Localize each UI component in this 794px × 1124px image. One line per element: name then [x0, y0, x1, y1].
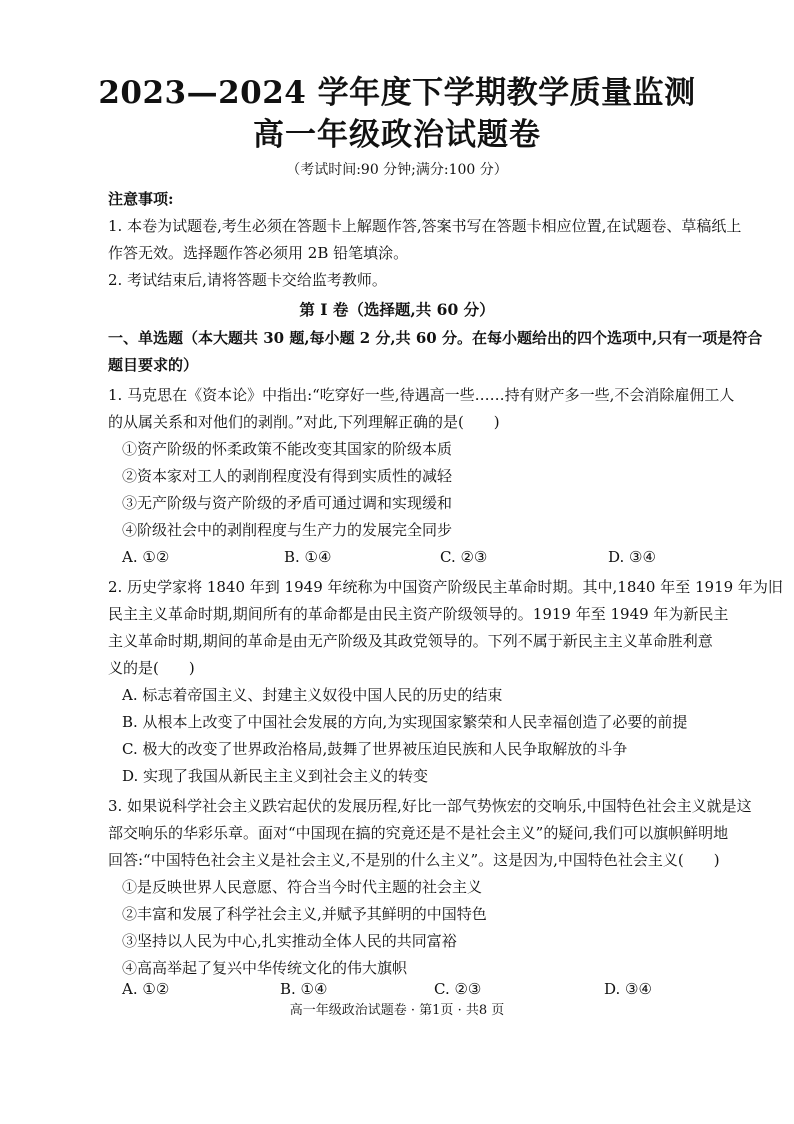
question-2-choice-b: B. 从根本上改变了中国社会发展的方向,为实现国家繁荣和人民幸福创造了必要的前提 — [122, 713, 688, 731]
question-2-choice-a: A. 标志着帝国主义、封建主义奴役中国人民的历史的结束 — [122, 686, 503, 704]
question-3-line1: 3. 如果说科学社会主义跌宕起伏的发展历程,好比一部气势恢宏的交响乐,中国特色社会主义就是这 — [108, 797, 752, 815]
question-1-option-c: C. ②③ — [440, 548, 488, 566]
question-2-choice-c: C. 极大的改变了世界政治格局,鼓舞了世界被压迫民族和人民争取解放的斗争 — [122, 740, 628, 758]
exam-title-line1: 2023—2024 学年度下学期教学质量监测 — [98, 75, 696, 111]
question-1-statement-4: ④阶级社会中的剥削程度与生产力的发展完全同步 — [122, 521, 453, 539]
question-2-line3: 主义革命时期,期间的革命是由无产阶级及其政党领导的。下列不属于新民主主义革命胜利意 — [108, 632, 713, 650]
exam-title-line2: 高一年级政治试题卷 — [253, 117, 541, 153]
question-1-line1: 1. 马克思在《资本论》中指出:“吃穿好一些,待遇高一些……持有财产多一些,不会消除雇佣工人 — [108, 386, 735, 404]
question-3-statement-4: ④高高举起了复兴中华传统文化的伟大旗帜 — [122, 959, 408, 977]
exam-time-score: （考试时间:90 分钟;满分:100 分） — [286, 162, 508, 178]
section-title: 第 I 卷（选择题,共 60 分） — [299, 300, 495, 319]
question-3-statement-2: ②丰富和发展了科学社会主义,并赋予其鲜明的中国特色 — [122, 905, 487, 923]
question-3-options — [122, 978, 762, 1000]
notes-item1-line2: 作答无效。选择题作答必须用 2B 铅笔填涂。 — [108, 244, 409, 262]
notes-heading: 注意事项: — [108, 190, 174, 208]
question-1-option-a: A. ①② — [122, 548, 170, 566]
question-2-line1: 2. 历史学家将 1840 年到 1949 年统称为中国资产阶级民主革命时期。其中,1840 年至 1919 年为旧 — [108, 578, 783, 596]
question-2-line4: 义的是( ) — [108, 659, 195, 677]
question-2-choice-d: D. 实现了我国从新民主主义到社会主义的转变 — [122, 767, 429, 785]
question-1-line2: 的从属关系和对他们的剥削。”对此,下列理解正确的是( ) — [108, 413, 500, 431]
question-3-option-b: B. ①④ — [280, 980, 328, 998]
question-1-statement-3: ③无产阶级与资产阶级的矛盾可通过调和实现缓和 — [122, 494, 453, 512]
page-footer: 高一年级政治试题卷 · 第1页 · 共8 页 — [289, 1003, 505, 1018]
section-instruction-line1: 一、单选题（本大题共 30 题,每小题 2 分,共 60 分。在每小题给出的四个选项中,只有一项是符合 — [108, 329, 763, 347]
question-3-line3: 回答:“中国特色社会主义是社会主义,不是别的什么主义”。这是因为,中国特色社会主义( ) — [108, 851, 720, 869]
question-2-line2: 民主主义革命时期,期间所有的革命都是由民主资产阶级领导的。1919 年至 1949 年为新民主 — [108, 605, 729, 623]
question-3-line2: 部交响乐的华彩乐章。面对“中国现在搞的究竟还是不是社会主义”的疑问,我们可以旗帜鲜明地 — [108, 824, 729, 842]
question-3-statement-1: ①是反映世界人民意愿、符合当今时代主题的社会主义 — [122, 878, 483, 896]
question-1-option-b: B. ①④ — [284, 548, 332, 566]
question-1-options — [122, 546, 762, 568]
notes-item1-line1: 1. 本卷为试题卷,考生必须在答题卡上解题作答,答案书写在答题卡相应位置,在试题卷、草稿纸上 — [108, 217, 742, 235]
question-3-option-d: D. ③④ — [604, 980, 652, 998]
question-1-statement-2: ②资本家对工人的剥削程度没有得到实质性的减轻 — [122, 467, 453, 485]
notes-item2: 2. 考试结束后,请将答题卡交给监考教师。 — [108, 271, 387, 289]
question-3-option-c: C. ②③ — [434, 980, 482, 998]
section-instruction-line2: 题目要求的） — [108, 356, 199, 374]
question-1-statement-1: ①资产阶级的怀柔政策不能改变其国家的阶级本质 — [122, 440, 453, 458]
question-3-statement-3: ③坚持以人民为中心,扎实推动全体人民的共同富裕 — [122, 932, 457, 950]
question-1-option-d: D. ③④ — [608, 548, 656, 566]
question-3-option-a: A. ①② — [122, 980, 170, 998]
